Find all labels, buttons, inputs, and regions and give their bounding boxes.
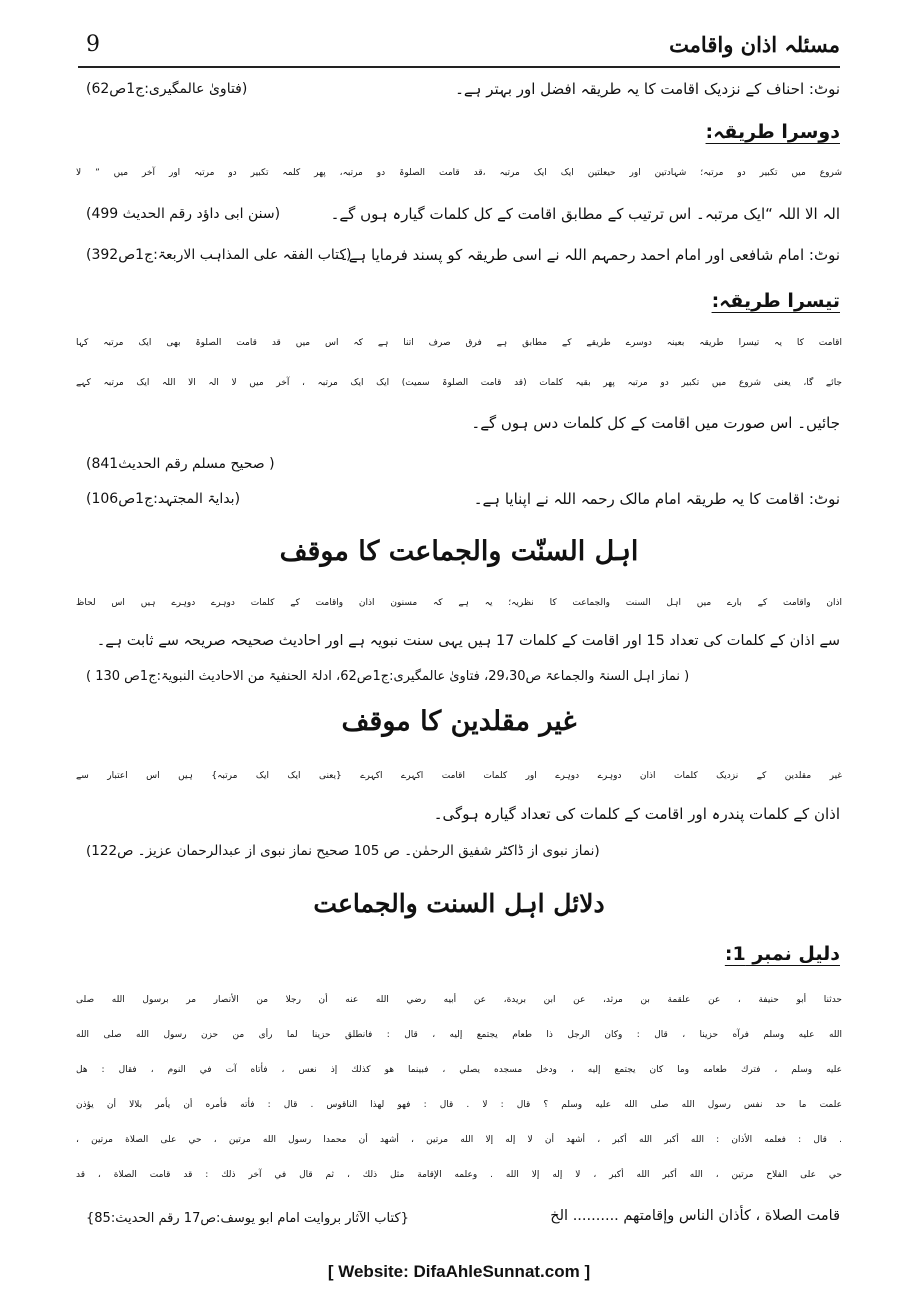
method3-line1: اقامت کا یہ تیسرا طریقہ بعینہ دوسرے طریقے کے مطابق ہے فرق صرف اتنا ہے کہ اس میں قد قامت الصلوۃ بھی ایک مرتبہ کہا	[76, 338, 842, 348]
ahlus-sunnat-line1: اذان واقامت کے بارے میں اہل السنت والجماعت کا نظریہ؛ یہ ہے کہ مسنون اذان واقامت کے کلمات دوہرے دوہرے ہیں اس لحاظ	[76, 598, 842, 608]
note-hanafi-ref: (فتاویٰ عالمگیری:ج1ص62)	[86, 81, 248, 97]
ghair-muqallidin-line2: اذان کے کلمات پندرہ اور اقامت کے کلمات کی تعداد گیارہ ہوگی۔	[433, 805, 840, 823]
ahlus-sunnat-heading: اہل السنّت والجماعت کا موقف	[279, 536, 639, 567]
method2-line2: الہ الا اللہ “ایک مرتبہ۔ اس ترتیب کے مطابق اقامت کے کل کلمات گیارہ ہوں گے۔	[330, 205, 840, 223]
method3-ref: ( صحیح مسلم رقم الحدیث841)	[86, 456, 275, 472]
arabic-line-1: حدثنا أبو حنيفة ، عن علقمة بن مرثد، عن ابن بريدة، عن أبيه رضي الله عنه أن رجلا من الأنصار مر برسول الله صلى	[76, 995, 842, 1005]
daleel-1-ref: {کتاب الآثار بروایت امام ابو یوسف:ص17 رقم الحدیث:85}	[86, 1211, 409, 1226]
arabic-line-4: علمت ما حد نفس رسول الله صلى الله عليه وسلم ؟ قال : لا . قال : فهو لهذا الناقوس . قال : فأته فأمره أن يأمر بلالا أن يؤذن	[76, 1100, 842, 1110]
page-number: 9	[86, 32, 100, 57]
arabic-line-2: الله عليه وسلم فرآه حزينا ، قال : وكان الرجل ذا طعام يجتمع إليه ، قال : فانطلق حزينا لما رأى من حزن رسول الله صلى الله	[76, 1030, 842, 1040]
method3-note-ref: (بدایۃ المجتہد:ج1ص106)	[86, 491, 241, 507]
note-hanafi: نوٹ: احناف کے نزدیک اقامت کا یہ طریقہ افضل اور بہتر ہے۔	[455, 80, 840, 98]
ahlus-sunnat-line2: سے اذان کے کلمات کی تعداد 15 اور اقامت کے کلمات 17 ہیں یہی سنت نبویہ ہے اور احادیث صحیحہ صریحہ سے ثابت ہے۔	[96, 633, 840, 649]
method3-line3: جائیں۔ اس صورت میں اقامت کے کل کلمات دس ہوں گے۔	[471, 414, 840, 432]
method3-line2: جائے گا، یعنی شروع میں تکبیر دو مرتبہ پھر بقیہ کلمات (قد قامت الصلوۃ سمیت) ایک ایک مرتبہ ، آخر میں لا الہ الا اللہ ایک مرتبہ کہے	[76, 378, 842, 388]
ghair-muqallidin-line1: غیر مقلدین کے نزدیک کلمات اذان دوہرے دوہرے اور کلمات اقامت اکہرے اکہرے {یعنی ایک ایک مرتبہ} ہیں اس اعتبار سے	[76, 771, 842, 781]
daleel-1-heading: دلیل نمبر 1:	[724, 943, 840, 965]
arabic-line-5: . قال : فعلمه الأذان : الله أكبر الله أكبر ، أشهد أن لا إله إلا الله مرتين ، أشهد أن محمدا رسول الله مرتين ، حي على الصلاة مرتين ،	[76, 1135, 842, 1145]
arabic-line-3: عليه وسلم ، فترك طعامه وما كان يجتمع إليه ، ودخل مسجده يصلي ، فبينما هو كذلك إذ نعس ، فأتاه آت في النوم ، فقال : هل	[76, 1065, 842, 1075]
method2-line1: شروع میں تکبیر دو مرتبہ؛ شہادتین اور حیعلتین ایک ایک مرتبہ ،قد قامت الصلوۃ دو مرتبہ، پھر کلمہ تکبیر دو مرتبہ اور آخر میں ” لا	[76, 168, 842, 178]
dalail-heading: دلائل اہل السنت والجماعت	[313, 889, 605, 918]
arabic-line-6: حي على الفلاح مرتين ، الله أكبر الله أكبر ، لا إله إلا الله . وعلمه الإقامة مثل ذلك ، ثم قال في آخر ذلك : قد قامت الصلاة ، قد	[76, 1170, 842, 1180]
website-footer: [ Website: DifaAhleSunnat.com ]	[327, 1262, 591, 1281]
method2-heading: دوسرا طریقہ:	[705, 121, 840, 143]
method3-note: نوٹ: اقامت کا یہ طریقہ امام مالک رحمہ اللہ نے اپنایا ہے۔	[473, 490, 840, 508]
ghair-muqallidin-ref: (نماز نبوی از ڈاکٹر شفیق الرحمٰن۔ ص 105 صحیح نماز نبوی از عبدالرحمان عزیز۔ ص122)	[86, 843, 600, 859]
method2-note: نوٹ: امام شافعی اور امام احمد رحمہم اللہ نے اسی طریقہ کو پسند فرمایا ہے۔	[339, 246, 840, 264]
method2-ref: (سنن ابی داؤد رقم الحدیث 499)	[86, 206, 281, 222]
ghair-muqallidin-heading: غیر مقلدین کا موقف	[341, 706, 577, 737]
page-header	[78, 30, 840, 68]
arabic-last-line: قامت الصلاة ، كأذان الناس وإقامتهم .......... الخ	[550, 1208, 840, 1224]
method2-note-ref: (کتاب الفقہ علی المذاہب الاربعۃ:ج1ص392)	[86, 247, 352, 263]
method3-heading: تیسرا طریقہ:	[711, 290, 840, 312]
header-title: مسئلہ اذان واقامت	[669, 32, 840, 57]
ahlus-sunnat-ref: ( نماز اہل السنۃ والجماعۃ ص29،30، فتاویٰ عالمگیری:ج1ص62، ادلۃ الحنفیۃ من الاحادیث النبویۃ:ج1ص 130 )	[86, 669, 690, 684]
